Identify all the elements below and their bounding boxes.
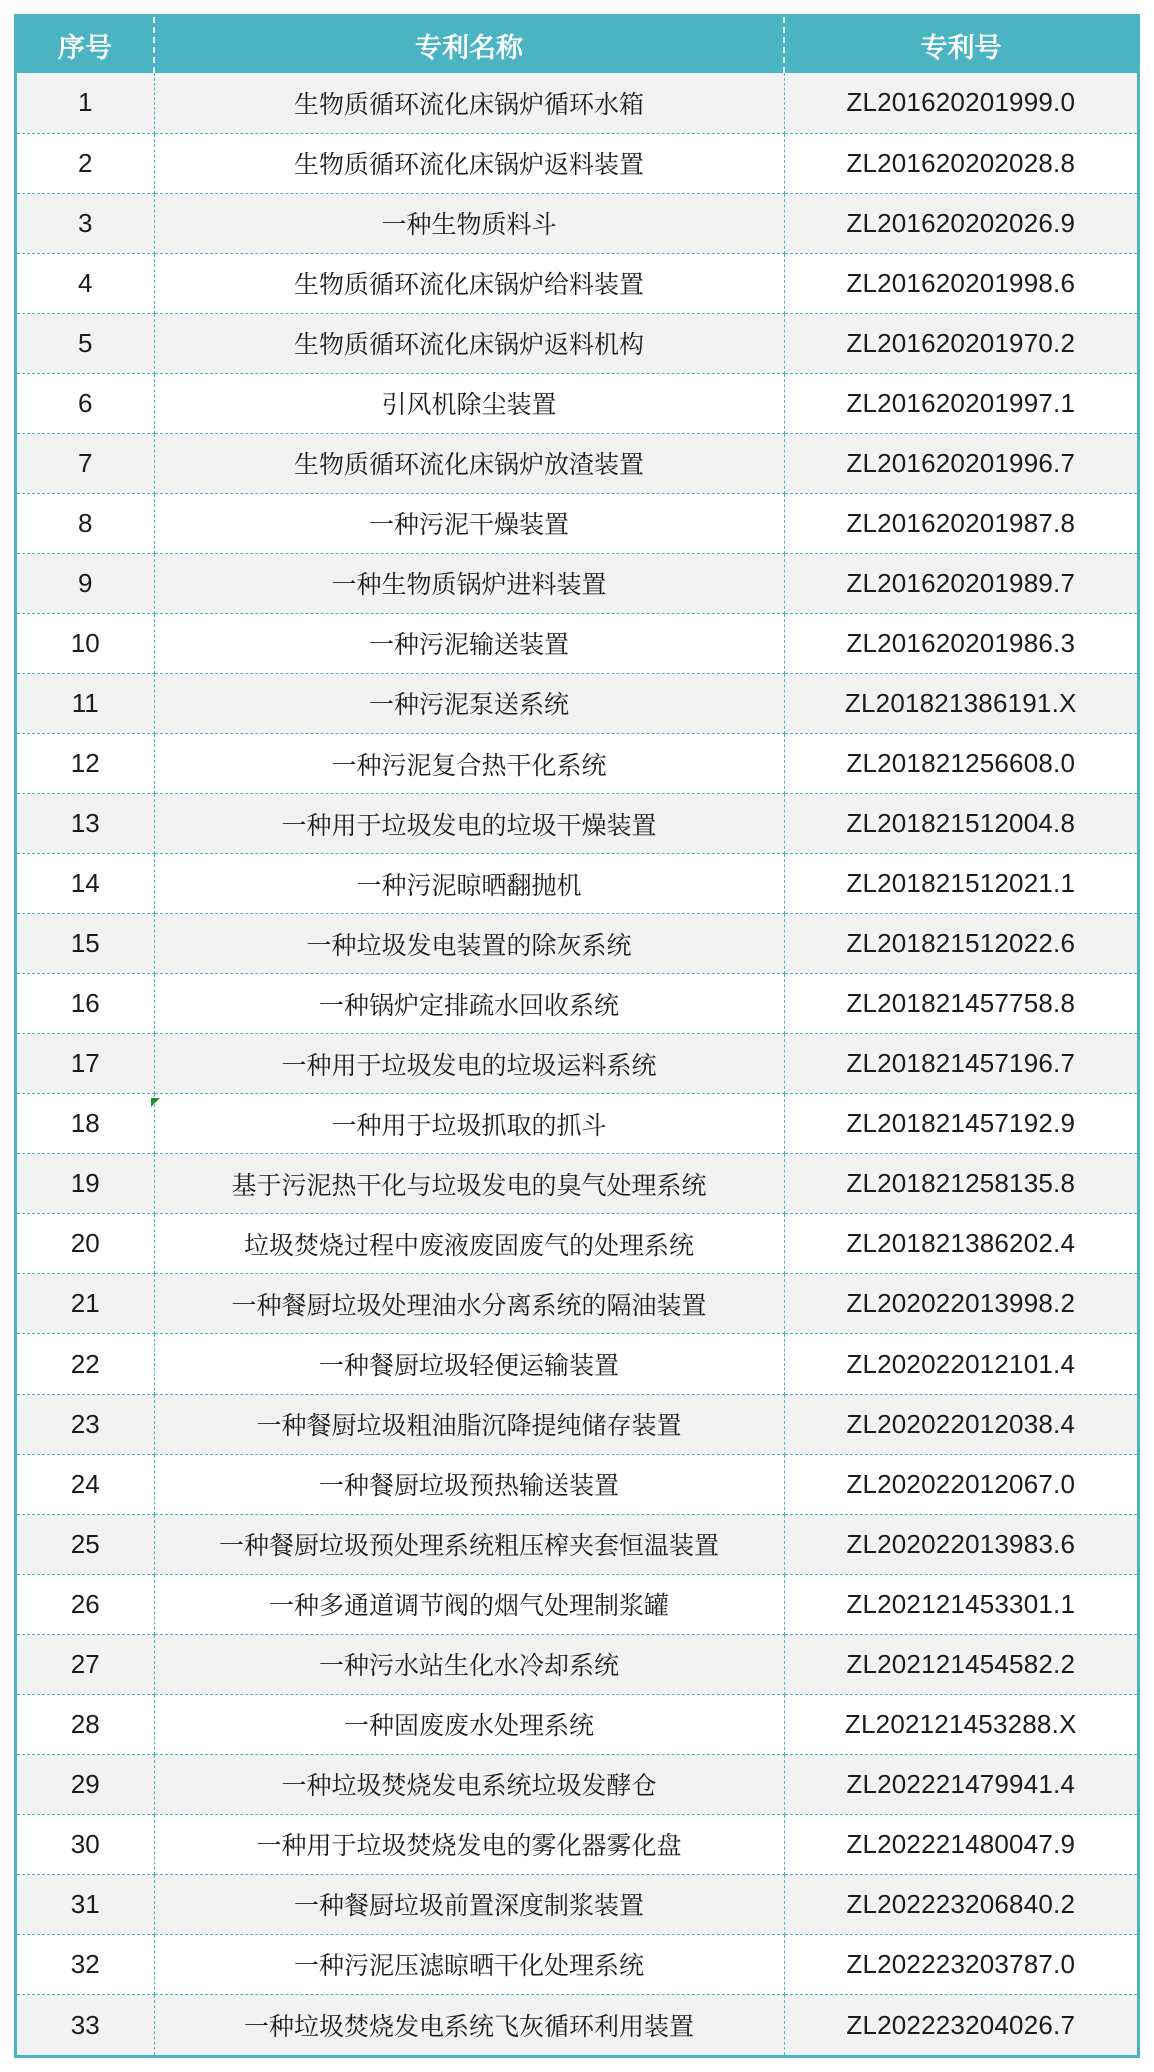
patent-number-cell: ZL201821512022.6 [784,914,1137,974]
patent-name-cell: 一种污泥压滤晾晒干化处理系统 [154,1934,784,1994]
table-row [17,133,1137,193]
table-row [17,1694,1137,1754]
patent-name-cell: 一种污泥泵送系统 [154,673,784,733]
patent-name-cell: 一种用于垃圾发电的垃圾干燥装置 [154,794,784,854]
patent-number-cell: ZL202022012101.4 [784,1334,1137,1394]
patent-name-cell: 一种垃圾发电装置的除灰系统 [154,914,784,974]
patent-name-cell: 一种生物质料斗 [154,193,784,253]
header-row [17,17,1137,73]
index-cell: 11 [17,673,154,733]
table-row [17,433,1137,493]
patent-name-cell: 一种固废废水处理系统 [154,1694,784,1754]
patent-number-cell: ZL201821512004.8 [784,794,1137,854]
index-cell: 30 [17,1814,154,1874]
patent-number-cell: ZL201620201997.1 [784,373,1137,433]
patent-name-cell: 一种餐厨垃圾预处理系统粗压榨夹套恒温装置 [154,1514,784,1574]
index-cell: 19 [17,1154,154,1214]
table-row [17,253,1137,313]
patent-number-cell: ZL201620202026.9 [784,193,1137,253]
patent-name-cell: 垃圾焚烧过程中废液废固废气的处理系统 [154,1214,784,1274]
patent-name-cell: 一种用于垃圾发电的垃圾运料系统 [154,1034,784,1094]
table-row [17,193,1137,253]
patent-number-cell: ZL201620201986.3 [784,613,1137,673]
table-row [17,1034,1137,1094]
patent-name-cell: 一种用于垃圾抓取的抓斗 [154,1094,784,1154]
patent-number-cell: ZL202223206840.2 [784,1874,1137,1934]
table-row [17,1995,1137,2056]
patent-number-cell: ZL202121454582.2 [784,1634,1137,1694]
index-cell: 24 [17,1454,154,1514]
index-cell: 14 [17,854,154,914]
table-row [17,1214,1137,1274]
header-patent-number: 专利号 [784,17,1137,73]
table-row [17,1394,1137,1454]
patent-name-cell: 一种餐厨垃圾粗油脂沉降提纯储存装置 [154,1394,784,1454]
patent-name-cell: 一种餐厨垃圾预热输送装置 [154,1454,784,1514]
index-cell: 6 [17,373,154,433]
table-row [17,734,1137,794]
table-row [17,1454,1137,1514]
patent-name-cell: 一种多通道调节阀的烟气处理制浆罐 [154,1574,784,1634]
patent-table-frame [14,14,1140,2058]
table-row [17,553,1137,613]
header-patent-name: 专利名称 [154,17,784,73]
table-row [17,1154,1137,1214]
table-row [17,914,1137,974]
index-cell: 18 [17,1094,154,1154]
patent-name-cell: 引风机除尘装置 [154,373,784,433]
table-row [17,974,1137,1034]
table-row [17,854,1137,914]
index-cell: 33 [17,1995,154,2056]
patent-name-cell: 生物质循环流化床锅炉返料机构 [154,313,784,373]
patent-number-cell: ZL201821457192.9 [784,1094,1137,1154]
table-row [17,313,1137,373]
cell-comment-marker [151,1098,160,1107]
table-row [17,73,1137,133]
patent-number-cell: ZL201620201998.6 [784,253,1137,313]
patent-number-cell: ZL201821386202.4 [784,1214,1137,1274]
table-row [17,493,1137,553]
table-row [17,1874,1137,1934]
index-cell: 22 [17,1334,154,1394]
table-row [17,673,1137,733]
index-cell: 5 [17,313,154,373]
patent-name-cell: 生物质循环流化床锅炉给料装置 [154,253,784,313]
patent-name-cell: 一种餐厨垃圾处理油水分离系统的隔油装置 [154,1274,784,1334]
table-row [17,1274,1137,1334]
index-cell: 12 [17,734,154,794]
patent-number-cell: ZL202221479941.4 [784,1754,1137,1814]
patent-name-cell: 一种餐厨垃圾轻便运输装置 [154,1334,784,1394]
index-cell: 29 [17,1754,154,1814]
index-cell: 21 [17,1274,154,1334]
patent-number-cell: ZL201620201989.7 [784,553,1137,613]
index-cell: 26 [17,1574,154,1634]
patent-name-cell: 一种污水站生化水冷却系统 [154,1634,784,1694]
patent-number-cell: ZL201821258135.8 [784,1154,1137,1214]
index-cell: 10 [17,613,154,673]
patent-number-cell: ZL202022012067.0 [784,1454,1137,1514]
index-cell: 25 [17,1514,154,1574]
index-cell: 20 [17,1214,154,1274]
table-row [17,1814,1137,1874]
table-row [17,1754,1137,1814]
index-cell: 2 [17,133,154,193]
patent-number-cell: ZL202221480047.9 [784,1814,1137,1874]
patent-name-cell: 一种污泥干燥装置 [154,493,784,553]
patent-number-cell: ZL201821512021.1 [784,854,1137,914]
patent-name-cell: 生物质循环流化床锅炉循环水箱 [154,73,784,133]
patent-number-cell: ZL201620201970.2 [784,313,1137,373]
patent-name-cell: 一种污泥复合热干化系统 [154,734,784,794]
table-row [17,1634,1137,1694]
index-cell: 17 [17,1034,154,1094]
patent-name-cell: 一种餐厨垃圾前置深度制浆装置 [154,1874,784,1934]
index-cell: 16 [17,974,154,1034]
index-cell: 1 [17,73,154,133]
table-row [17,794,1137,854]
patent-name-cell: 一种用于垃圾焚烧发电的雾化器雾化盘 [154,1814,784,1874]
table-row [17,1334,1137,1394]
patent-name-cell: 一种生物质锅炉进料装置 [154,553,784,613]
patent-table [17,17,1137,2055]
patent-number-cell: ZL201821457758.8 [784,974,1137,1034]
table-row [17,613,1137,673]
table-header [17,17,1137,73]
index-cell: 27 [17,1634,154,1694]
header-index: 序号 [17,17,154,73]
table-row [17,1514,1137,1574]
index-cell: 3 [17,193,154,253]
patent-number-cell: ZL202223204026.7 [784,1995,1137,2056]
patent-name-cell: 一种污泥输送装置 [154,613,784,673]
patent-name-cell: 一种锅炉定排疏水回收系统 [154,974,784,1034]
index-cell: 8 [17,493,154,553]
patent-number-cell: ZL201821457196.7 [784,1034,1137,1094]
patent-name-cell: 一种垃圾焚烧发电系统垃圾发酵仓 [154,1754,784,1814]
patent-number-cell: ZL202223203787.0 [784,1934,1137,1994]
index-cell: 28 [17,1694,154,1754]
index-cell: 13 [17,794,154,854]
index-cell: 9 [17,553,154,613]
patent-number-cell: ZL201821386191.X [784,673,1137,733]
patent-number-cell: ZL201620202028.8 [784,133,1137,193]
table-row [17,373,1137,433]
index-cell: 31 [17,1874,154,1934]
patent-number-cell: ZL202022012038.4 [784,1394,1137,1454]
table-row [17,1094,1137,1154]
patent-number-cell: ZL202121453288.X [784,1694,1137,1754]
patent-number-cell: ZL201620201987.8 [784,493,1137,553]
patent-name-cell: 基于污泥热干化与垃圾发电的臭气处理系统 [154,1154,784,1214]
patent-name-cell: 生物质循环流化床锅炉返料装置 [154,133,784,193]
index-cell: 15 [17,914,154,974]
patent-number-cell: ZL202121453301.1 [784,1574,1137,1634]
index-cell: 23 [17,1394,154,1454]
patent-name-cell: 生物质循环流化床锅炉放渣装置 [154,433,784,493]
index-cell: 7 [17,433,154,493]
patent-name-cell: 一种垃圾焚烧发电系统飞灰循环利用装置 [154,1995,784,2056]
index-cell: 32 [17,1934,154,1994]
patent-number-cell: ZL202022013998.2 [784,1274,1137,1334]
patent-number-cell: ZL202022013983.6 [784,1514,1137,1574]
patent-number-cell: ZL201821256608.0 [784,734,1137,794]
patent-number-cell: ZL201620201996.7 [784,433,1137,493]
table-row [17,1574,1137,1634]
patent-number-cell: ZL201620201999.0 [784,73,1137,133]
patent-name-cell: 一种污泥晾晒翻抛机 [154,854,784,914]
table-row [17,1934,1137,1994]
index-cell: 4 [17,253,154,313]
table-body [17,73,1137,2055]
